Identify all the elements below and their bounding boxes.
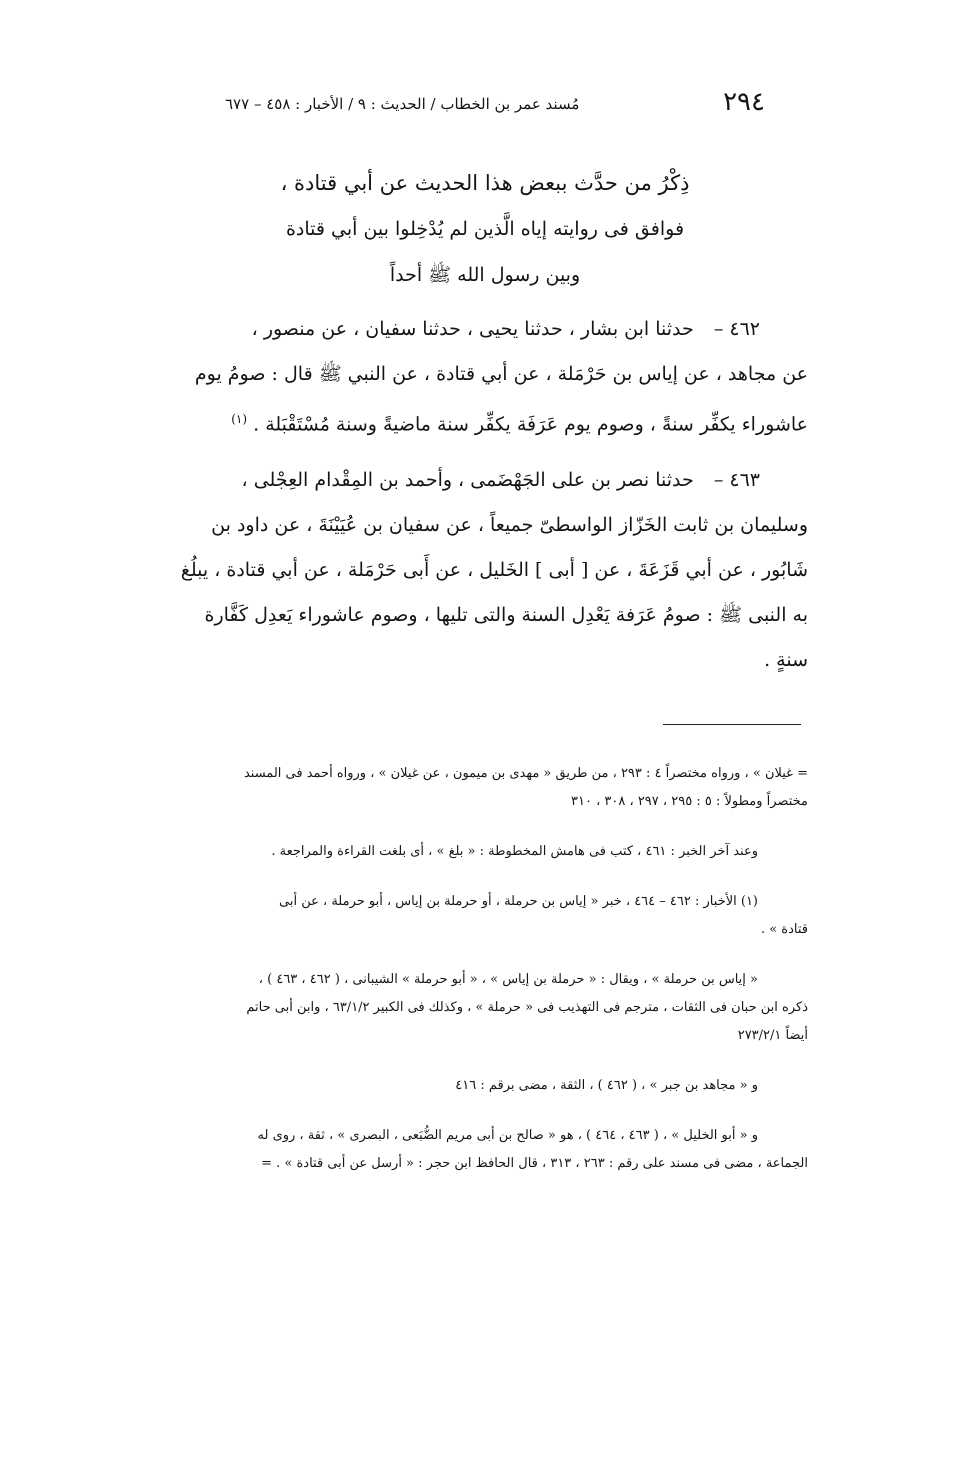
hadith-line: سنةٍ .: [764, 649, 808, 671]
hadith-number: ٤٦٢ –: [713, 318, 760, 340]
hadith-text: حدثنا ابن بشار ، حدثنا يحيى ، حدثنا سفيان ، عن منصور ،: [251, 318, 694, 340]
hadith-line: [158, 458, 808, 503]
footnote-line: قتادة » .: [760, 922, 808, 937]
hadith-line: به النبى ﷺ : صومُ عَرَفة يَعْدِل السنة والتى تليها ، وصوم عاشوراء يَعدِل كَفَّارة: [204, 604, 808, 626]
hadith-line: [158, 307, 808, 352]
running-title: مُسند عمر بن الخطاب / الحديث : ٩ / الأخبار : ٤٥٨ – ٦٧٧: [225, 95, 580, 113]
footnote: [158, 838, 808, 866]
footnote: [158, 966, 808, 1050]
hadith-line: [158, 397, 808, 447]
footnote-line: و « مجاهد بن جبر » ، ( ٤٦٢ ) ، الثقة ، مضى برقم : ٤١٦: [455, 1078, 758, 1093]
hadith-text: عاشوراء يكفِّر سنةً ، وصوم يوم عَرَفَة يكفِّر سنة ماضيةً وسنة مُسْتَقْبَلة .: [253, 413, 808, 436]
heading-line: ذِكْرُ من حدَّث ببعض هذا الحديث عن أبي قتادة ،: [280, 171, 690, 195]
hadith-line: شَابُور ، عن أبي قَزَعَةَ ، عن [ أبى ] الخَليل ، عن أَبى حَرْمَلة ، عن أبي قتادة ، يبلُغ: [180, 559, 808, 581]
footnote: [158, 888, 808, 944]
hadith-number: ٤٦٣ –: [713, 469, 760, 491]
hadith-463: [158, 458, 808, 683]
footnote-line: أيضاً ٢٧٣/٢/١: [737, 1028, 808, 1043]
running-header: [225, 86, 765, 126]
footnote-line: (١) الأخبار : ٤٦٢ – ٤٦٤ ، خبر « إياس بن حرملة ، أو حرملة بن إياس ، أبو حرملة ، عن أبى: [279, 894, 758, 909]
page-number: ٢٩٤: [723, 87, 765, 117]
footnotes: [158, 760, 808, 1200]
hadith-462: [158, 307, 808, 447]
heading-line: فوافق فى روايته إياه الَّذين لم يُدْخِلوا بين أبي قتادة: [285, 218, 685, 240]
footnote-marker: (١): [231, 412, 248, 426]
footnote-divider: [663, 724, 801, 725]
hadith-text: حدثنا نصر بن على الجَهْضَمى ، وأحمد بن المِقْدام العِجْلى ،: [241, 469, 694, 491]
footnote-line: و « أبو الخليل » ، ( ٤٦٣ ، ٤٦٤ ) ، هو « صالح بن أبى مريم الضُّبَعى ، البصرى » ، ثقة ، روى له: [257, 1128, 758, 1143]
footnote: [158, 760, 808, 816]
hadith-line: وسليمان بن ثابت الخَزّاز الواسطىّ جميعاً ، عن سفيان بن عُيَيْنَةَ ، عن داود بن: [211, 514, 808, 536]
footnote: [158, 1122, 808, 1178]
hadith-line: عن مجاهد ، عن إياس بن حَرْمَلة ، عن أبي قتادة ، عن النبي ﷺ قال : صومُ يوم: [194, 363, 808, 385]
footnote-line: = غيلان » ، ورواه مختصراً ٤ : ٢٩٣ ، من طريق « مهدى بن ميمون ، عن غيلان » ، ورواه أحمد فى المسند: [243, 766, 808, 781]
chapter-heading: [150, 160, 820, 298]
footnote-line: الجماعة ، مضى فى مسند على رقم : ٢٦٣ ، ٣١٣ ، قال الحافظ ابن حجر : « أرسل عن أبى قتادة » . =: [261, 1156, 808, 1171]
heading-line: وبين رسول الله ﷺ أحداً: [389, 264, 581, 286]
footnote-line: وعند آخر الخبر : ٤٦١ ، كتب فى هامش المخطوطة : « بلغ » ، أى بلغت القراءة والمراجعة .: [271, 844, 758, 859]
footnote-line: « إياس بن حرملة » ، ويقال : « حرملة بن إياس » ، « أبو حرملة » الشيبانى ، ( ٤٦٢ ، ٤٦٣ ) ،: [258, 972, 758, 987]
footnote: [158, 1072, 808, 1100]
footnote-line: مختصراً ومطولاً : ٥ : ٢٩٥ ، ٢٩٧ ، ٣٠٨ ، ٣١٠: [570, 794, 808, 809]
footnote-line: ذكره ابن حبان فى الثقات ، مترجم فى التهذيب فى « حرملة » ، وكذلك فى الكبير ٦٣/١/٢ ، وابن أبى حاتم: [246, 1000, 808, 1015]
